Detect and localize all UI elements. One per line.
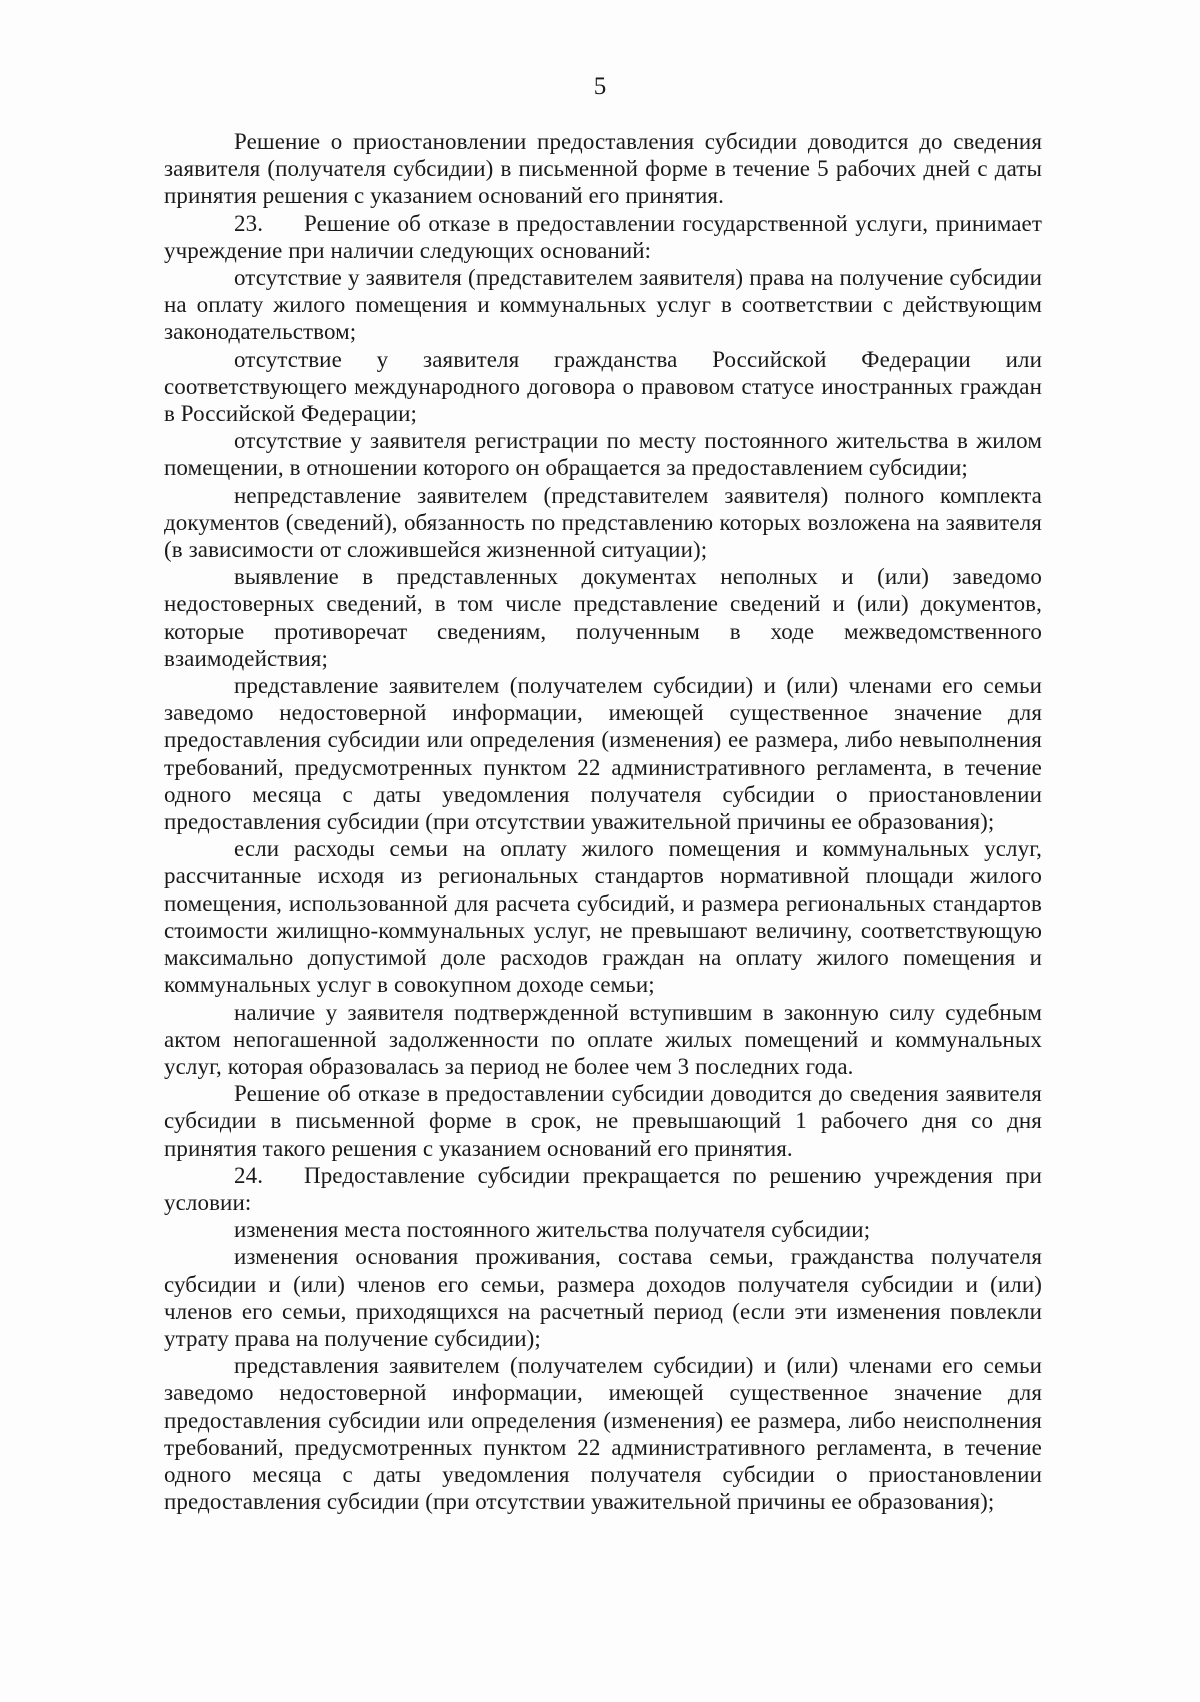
paragraph-text: наличие у заявителя подтвержденной вступившим в законную силу судебным актом непогашенной задолженности по оплате жилых помещений и коммунальных услуг, которая образовалась за период не более чем 3 последних года. [164,999,1042,1079]
paragraph-text: выявление в представленных документах неполных и (или) заведомо недостоверных сведений, в том числе представление сведений и (или) документов, которые противоречат сведениям, полученным в ходе межведомственного взаимодействия; [164,564,1042,671]
clause-number: 24. [234,1162,264,1188]
paragraph [164,346,1042,428]
document-body [164,128,1042,1515]
paragraph-text: Предоставление субсидии прекращается по решению учреждения при условии: [164,1162,1042,1215]
paragraph-text: Решение об отказе в предоставлении субсидии доводится до сведения заявителя субсидии в письменной форме в срок, не превышающий 1 рабочего дня со дня принятия такого решения с указанием оснований его принятия. [164,1081,1042,1161]
paragraph [164,128,1042,210]
paragraph-24 [164,1162,1042,1216]
paragraph [164,427,1042,481]
paragraph [164,1080,1042,1162]
paragraph [164,1216,1042,1243]
paragraph [164,835,1042,998]
paragraph-text: изменения основания проживания, состава семьи, гражданства получателя субсидии и (или) членов его семьи, размера доходов получателя субсидии и (или) членов его семьи, приходящихся на расчетный период (если эти изменения повлекли утрату права на получение субсидии); [164,1244,1042,1351]
paragraph-text: представления заявителем (получателем субсидии) и (или) членами его семьи заведомо недостоверной информации, имеющей существенное значение для предоставления субсидии или определения (изменения) ее размера, либо неисполнения требований, предусмотренных пунктом 22 административного регламента, в течение одного месяца с даты уведомления получателя субсидии о приостановлении предоставления субсидии (при отсутствии уважительной причины ее образования); [164,1353,1042,1515]
paragraph [164,264,1042,346]
paragraph-text: представление заявителем (получателем субсидии) и (или) членами его семьи заведомо недостоверной информации, имеющей существенное значение для предоставления субсидии или определения (изменения) ее размера, либо невыполнения требований, предусмотренных пунктом 22 административного регламента, в течение одного месяца с даты уведомления получателя субсидии о приостановлении предоставления субсидии (при отсутствии уважительной причины ее образования); [164,673,1042,835]
paragraph-text: отсутствие у заявителя регистрации по месту постоянного жительства в жилом помещении, в отношении которого он обращается за предоставлением субсидии; [164,428,1042,481]
paragraph-text: Решение об отказе в предоставлении государственной услуги, принимает учреждение при наличии следующих оснований: [164,210,1042,263]
paragraph-text: отсутствие у заявителя гражданства Российской Федерации или соответствующего международного договора о правовом статусе иностранных граждан в Российской Федерации; [164,346,1042,427]
paragraph [164,999,1042,1081]
clause-number: 23. [234,210,264,236]
paragraph [164,1352,1042,1515]
paragraph-text: если расходы семьи на оплату жилого помещения и коммунальных услуг, рассчитанные исходя из региональных стандартов нормативной площади жилого помещения, использованной для расчета субсидий, и размера региональных стандартов стоимости жилищно-коммунальных услуг, не превышают величину, соответствующую максимально допустимой доле расходов граждан на оплату жилого помещения и коммунальных услуг в совокупном доходе семьи; [164,836,1042,998]
paragraph-text: непредставление заявителем (представителем заявителя) полного комплекта документов (сведений), обязанность по представлению которых возложена на заявителя (в зависимости от сложившейся жизненной ситуации); [164,482,1042,563]
paragraph-text: изменения места постоянного жительства получателя субсидии; [234,1217,871,1243]
paragraph [164,482,1042,564]
paragraph [164,1243,1042,1352]
paragraph-23 [164,210,1042,264]
paragraph [164,563,1042,672]
paragraph-text: Решение о приостановлении предоставления субсидии доводится до сведения заявителя (получателя субсидии) в письменной форме в течение 5 рабочих дней с даты принятия решения с указанием оснований его принятия. [164,129,1042,209]
paragraph [164,672,1042,835]
page-number: 5 [593,73,607,100]
paragraph-text: отсутствие у заявителя (представителем заявителя) права на получение субсидии на оплату жилого помещения и коммунальных услуг в соответствии с действующим законодательством; [164,265,1042,345]
